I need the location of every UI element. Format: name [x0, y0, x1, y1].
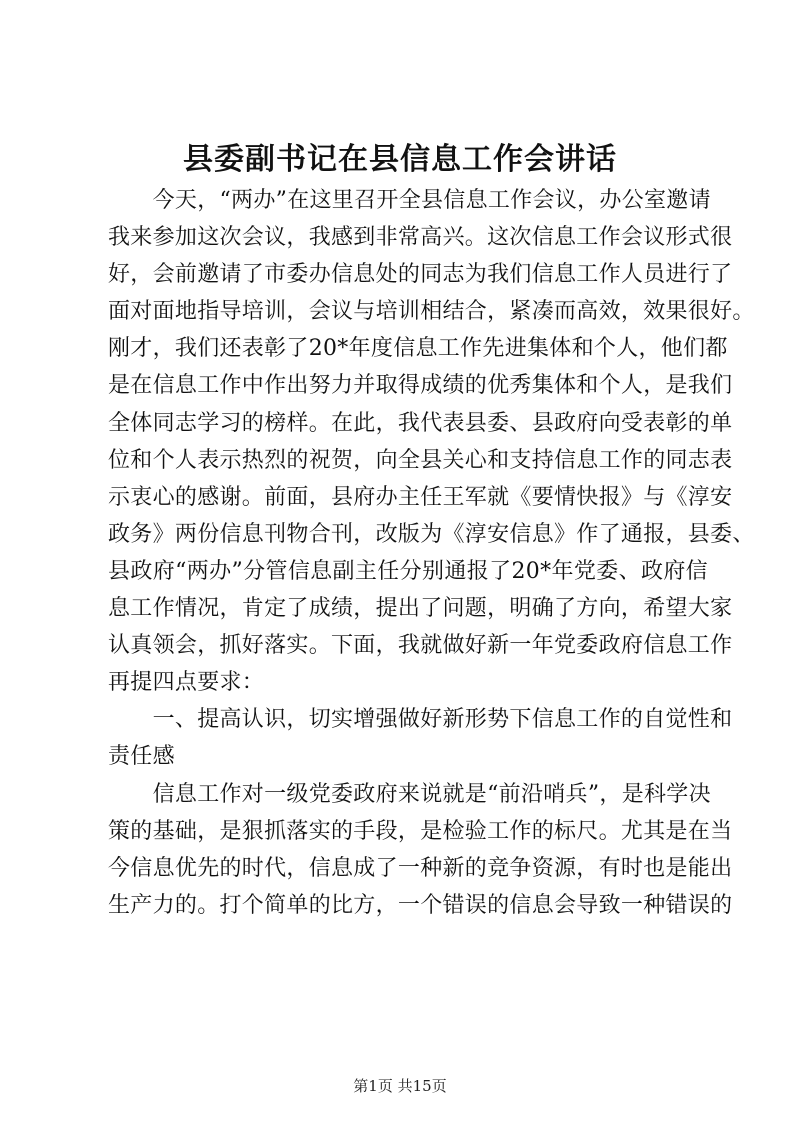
document-body [108, 182, 755, 924]
body-line: 今信息优先的时代，信息成了一种新的竞争资源，有时也是能出 [108, 855, 733, 881]
body-line: 今天，“两办”在这里召开全县信息工作会议，办公室邀请 [108, 188, 711, 213]
body-line: 县政府“两办”分管信息副主任分别通报了20*年党委、政府信 [108, 558, 708, 584]
body-line: 面对面地指导培训，会议与培训相结合，紧凑而高效，效果很好。 [108, 299, 755, 325]
body-line: 再提四点要求： [108, 670, 265, 696]
body-line: 好，会前邀请了市委办信息处的同志为我们信息工作人员进行了 [108, 262, 733, 288]
body-line: 位和个人表示热烈的祝贺，向全县关心和支持信息工作的同志表 [108, 447, 733, 473]
page-number-footer: 第1页 共15页 [353, 1077, 447, 1095]
section-heading-line: 一、提高认识，切实增强做好新形势下信息工作的自觉性和 [108, 707, 733, 733]
body-line: 信息工作对一级党委政府来说就是“前沿哨兵”，是科学决 [108, 781, 711, 807]
document-title: 县委副书记在县信息工作会讲话 [183, 142, 617, 177]
body-line: 示衷心的感谢。前面，县府办主任王军就《要情快报》与《淳安 [108, 484, 733, 510]
body-line: 是在信息工作中作出努力并取得成绩的优秀集体和个人，是我们 [108, 373, 733, 399]
body-line: 生产力的。打个简单的比方，一个错误的信息会导致一种错误的 [108, 892, 733, 918]
body-line: 我来参加这次会议，我感到非常高兴。这次信息工作会议形式很 [108, 225, 733, 251]
body-line: 策的基础，是狠抓落实的手段，是检验工作的标尺。尤其是在当 [108, 818, 733, 844]
body-line: 刚才，我们还表彰了20*年度信息工作先进集体和个人，他们都 [108, 336, 728, 362]
body-line: 认真领会，抓好落实。下面，我就做好新一年党委政府信息工作 [108, 633, 733, 659]
body-line: 息工作情况，肯定了成绩，提出了问题，明确了方向，希望大家 [108, 596, 733, 622]
section-heading-line: 责任感 [108, 744, 175, 770]
body-line: 政务》两份信息刊物合刊，改版为《淳安信息》作了通报，县委、 [108, 521, 755, 547]
body-line: 全体同志学习的榜样。在此，我代表县委、县政府向受表彰的单 [108, 410, 733, 436]
